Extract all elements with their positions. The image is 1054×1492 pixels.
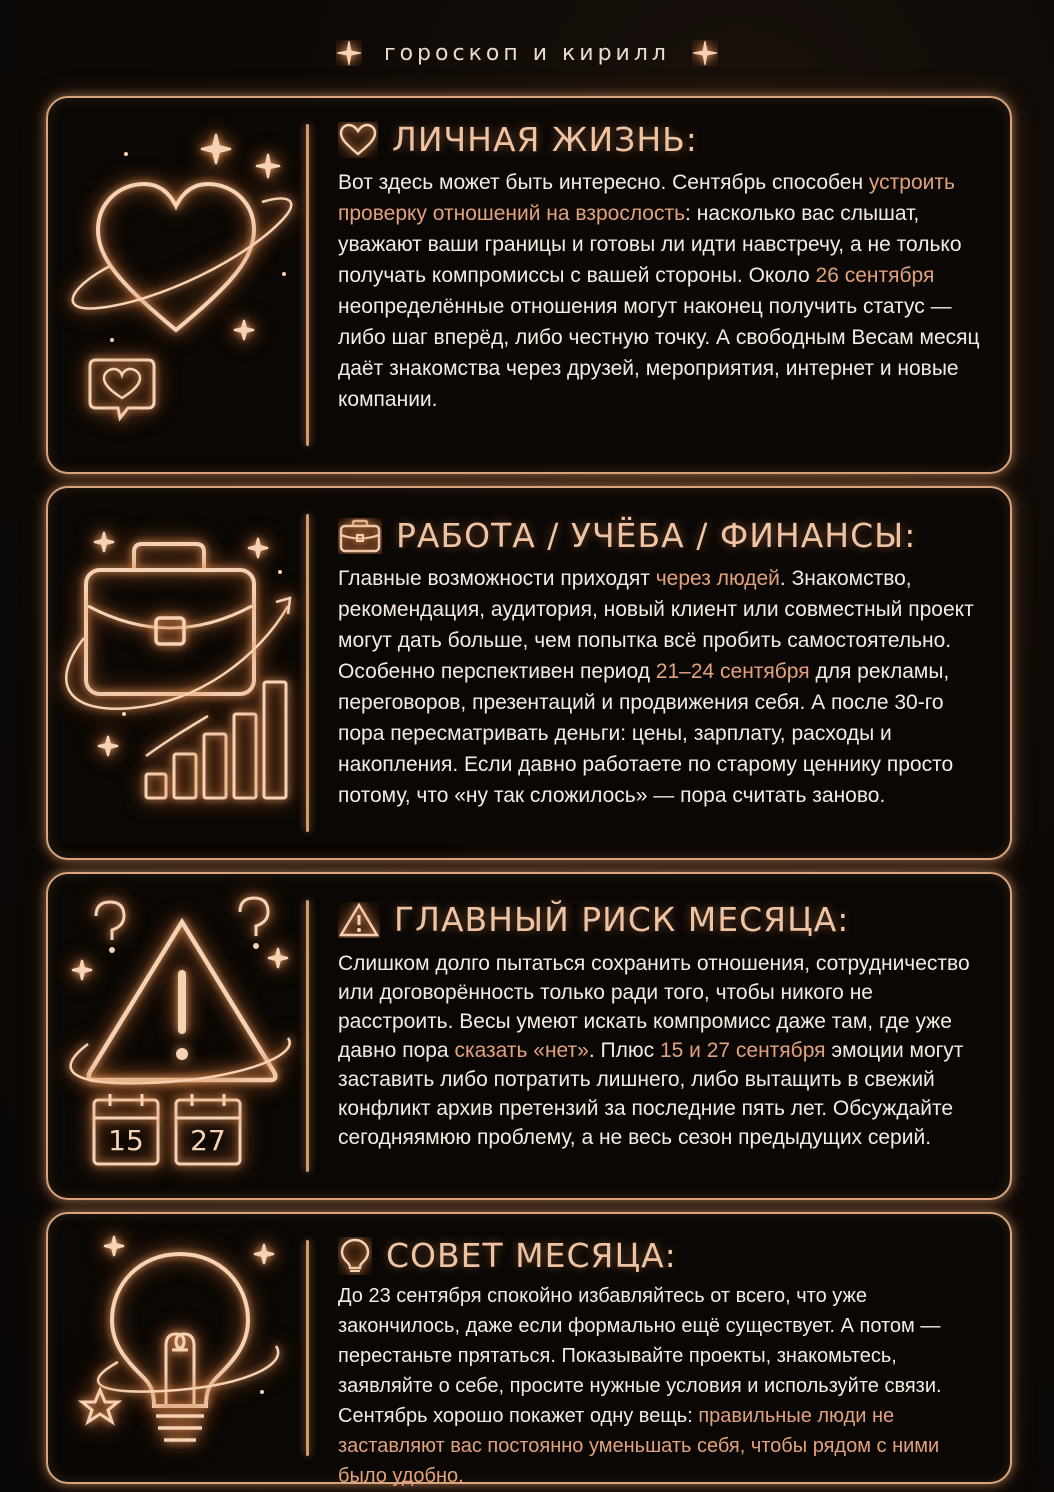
calendar-icon	[94, 1094, 158, 1164]
body-text: эмоции могут заставить либо потратить лишнего, либо вытащить в свежий конфликт архив претензий за последние пять лет. Обсуждайте сегодняямюю проблему, а не весь сезон предыдущих серий.	[338, 1039, 964, 1149]
body-text: Вот здесь может быть интересно. Сентябрь способен	[338, 171, 869, 194]
card-content	[338, 1236, 992, 1491]
section-title: СОВЕТ МЕСЯЦА:	[338, 1236, 992, 1275]
body-text: . Знакомство, рекомендация, аудитория, новый клиент или совместный проект могут дать больше, чем попытка всё пробить самостоятельно. Особенно перспективен период	[338, 567, 974, 683]
card-divider	[306, 1240, 309, 1456]
highlighted-text: через людей	[655, 567, 780, 590]
body-text: До 23 сентября спокойно избавляйтесь от всего, что уже закончилось, даже если формально ещё существует. А потом — перестаньте прятаться. Показывайте проекты, знакомьтесь, заявляйте о себе, просите нужные условия и используйте связи. Сентябрь хорошо покажет одну вещь:	[338, 1285, 942, 1427]
section-title: ГЛАВНЫЙ РИСК МЕСЯЦА:	[338, 900, 992, 939]
highlighted-text: сказать «нет»	[454, 1039, 589, 1062]
heart-icon	[338, 122, 378, 158]
lightbulb-icon	[338, 1237, 372, 1275]
body-text: . Плюс	[588, 1039, 660, 1062]
heart-illustration	[48, 98, 306, 472]
page-title: гороскоп и кирилл	[384, 40, 670, 66]
card-divider	[306, 900, 309, 1172]
sparkle-icon	[336, 40, 362, 66]
card-content	[338, 900, 992, 1152]
calendar-icon	[176, 1094, 240, 1164]
section-title: ЛИЧНАЯ ЖИЗНЬ:	[338, 120, 992, 159]
sparkle-icon	[692, 40, 718, 66]
briefcase-illustration	[48, 488, 306, 858]
highlighted-text: 21–24 сентября	[655, 660, 810, 683]
section-text	[338, 949, 992, 1152]
body-text: Главные возможности приходят	[338, 567, 656, 590]
section-card-advice	[46, 1212, 1012, 1487]
highlighted-text: 26 сентября	[815, 264, 935, 287]
section-card-risk	[46, 872, 1012, 1200]
like-bubble-icon	[90, 360, 154, 418]
card-divider	[306, 514, 309, 832]
body-text: для рекламы, переговоров, презентаций и продвижения себя. А после 30-го пора пересматривать деньги: цены, зарплату, расходы и накопления. Если давно работаете по старому ценнику просто потому, что «ну так сложилось» — пора считать заново.	[338, 660, 954, 807]
section-title: РАБОТА / УЧЁБА / ФИНАНСЫ:	[338, 516, 992, 555]
section-card-love	[46, 96, 1012, 474]
svg-text:15: 15	[108, 1124, 144, 1157]
section-text	[338, 563, 992, 811]
star-icon	[82, 1390, 118, 1422]
briefcase-icon	[338, 518, 382, 554]
highlighted-text: правильные люди не заставляют вас постоянно уменьшать себя, чтобы рядом с ними было удобно.	[338, 1405, 940, 1487]
lightbulb-illustration	[48, 1214, 306, 1482]
body-text: : насколько вас слышат, уважают ваши границы и готовы ли идти навстречу, а не только получать компромиссы с вашей стороны. Около	[338, 202, 962, 287]
card-divider	[306, 124, 309, 446]
body-text: неопределённые отношения могут наконец получить статус — либо шаг вперёд, либо честную точку. А свободным Весам месяц даёт знакомства через друзей, мероприятия, интернет и новые компании.	[338, 295, 980, 411]
section-text	[338, 1281, 992, 1491]
warning-illustration	[48, 874, 306, 1198]
card-content	[338, 120, 992, 415]
svg-text:27: 27	[190, 1124, 226, 1157]
page-header	[0, 30, 1054, 76]
section-card-work	[46, 486, 1012, 860]
card-content	[338, 516, 992, 811]
highlighted-text: устроить проверку отношений на взрослость	[338, 171, 955, 225]
highlighted-text: 15 и 27 сентября	[659, 1039, 826, 1062]
warning-icon	[338, 902, 380, 938]
body-text: Слишком долго пытаться сохранить отношения, сотрудничество или договорённость только ради того, чтобы никого не расстроить. Весы умеют искать компромисс даже там, где уже давно пора	[338, 952, 970, 1062]
section-text	[338, 167, 992, 415]
